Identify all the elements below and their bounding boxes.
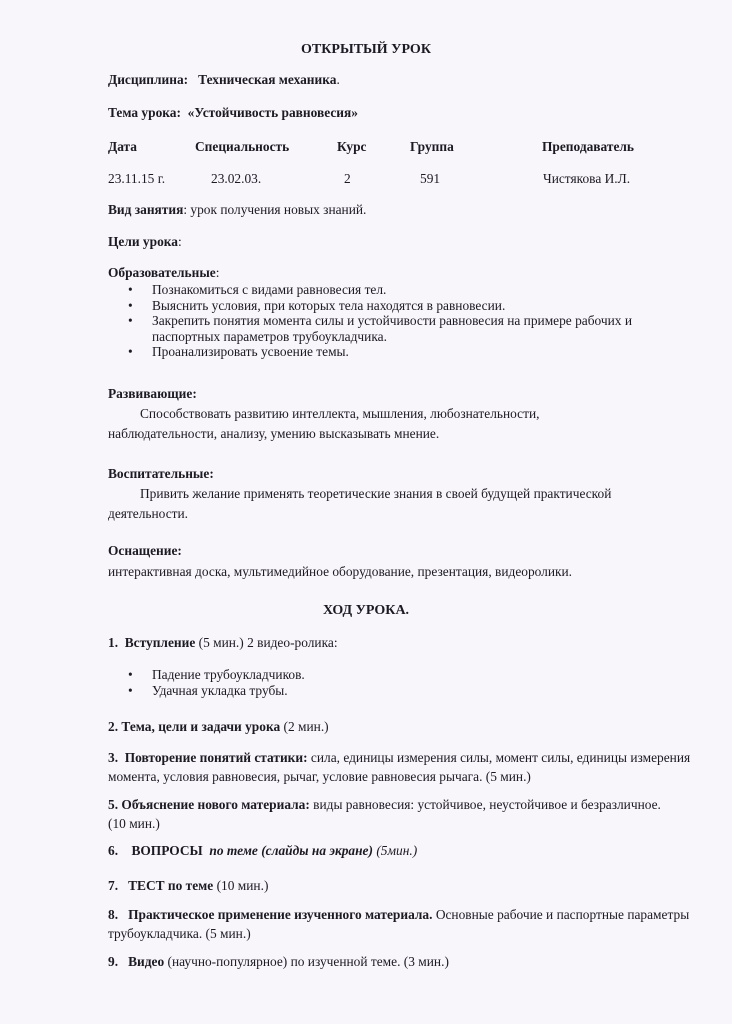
step-text: (10 мин.) — [213, 878, 269, 893]
step-2 — [108, 719, 329, 735]
step-title: ВОПРОСЫ — [131, 843, 203, 858]
step-text: (5мин.) — [372, 843, 418, 858]
bullet-icon: • — [128, 313, 133, 328]
value-teacher: Чистякова И.Л. — [543, 171, 631, 186]
bullet-icon: • — [128, 344, 133, 359]
list-item — [128, 282, 698, 298]
header-course: Курс — [337, 139, 367, 154]
step-title: ТЕСТ по теме — [128, 878, 214, 893]
step-title: Тема, цели и задачи урока — [121, 719, 281, 734]
step-title: Практическое применение изученного материала. — [128, 907, 433, 922]
goals-label: Цели урока — [108, 234, 178, 249]
upbringing-text: Привить желание применять теоретические знания в своей будущей практической деятельности. — [108, 486, 612, 521]
document-title: ОТКРЫТЫЙ УРОК — [301, 42, 431, 57]
step-title: Видео — [128, 954, 165, 969]
developing-heading: Развивающие: — [108, 386, 197, 401]
step-text: (научно-популярное) по изученной теме. (3 мин.) — [164, 954, 449, 969]
step-6 — [108, 843, 417, 859]
step-title: Объяснение нового материала: — [121, 797, 310, 812]
lesson-type-line — [108, 202, 366, 218]
list-item-text: Выяснить условия, при которых тела находятся в равновесии. — [152, 297, 506, 313]
equipment-text: интерактивная доска, мультимедийное оборудование, презентация, видеоролики. — [108, 564, 573, 579]
course-title: ХОД УРОКА. — [322, 603, 410, 618]
educational-heading — [108, 265, 219, 281]
list-item-text: Познакомиться с видами равновесия тел. — [152, 282, 387, 297]
step-text: виды равновесия: устойчивое, неустойчивое и безразличное. (10 мин.) — [108, 797, 661, 831]
topic-label: Тема урока: — [108, 105, 181, 120]
step-5 — [108, 795, 668, 833]
list-item — [128, 313, 698, 344]
step-text: (5 мин.) 2 видео-ролика: — [195, 635, 338, 650]
step-number: 3. — [108, 750, 119, 765]
step-number: 1. — [108, 635, 119, 650]
list-item-text: Закрепить понятия момента силы и устойчивости равновесия на примере рабочих и паспортных параметров трубоукладчика. — [152, 313, 633, 344]
value-group: 591 — [420, 171, 441, 186]
discipline-label: Дисциплина: — [108, 72, 189, 87]
equipment-heading: Оснащение: — [108, 543, 182, 558]
discipline-value: Техническая механика — [198, 72, 337, 87]
goals-heading — [108, 234, 182, 250]
developing-text: Способствовать развитию интеллекта, мышления, любознательности, наблюдательности, анализу, умению высказывать мнение. — [108, 406, 540, 441]
list-item-text: Падение трубоукладчиков. — [152, 667, 305, 682]
value-course: 2 — [344, 171, 351, 186]
videos-list — [128, 667, 305, 698]
step-title: Повторение понятий статики: — [124, 750, 308, 765]
step-number: 5. — [108, 797, 119, 812]
step-text: (2 мин.) — [280, 719, 329, 734]
lesson-type-value: : урок получения новых знаний. — [183, 202, 367, 217]
step-8 — [108, 905, 718, 943]
step-number: 8. — [108, 907, 119, 922]
list-item-text: Удачная укладка трубы. — [152, 682, 288, 698]
step-subtitle: по теме (слайды на экране) — [209, 843, 373, 858]
discipline-suffix: . — [336, 72, 340, 87]
step-text: сила, единицы измерения силы, момент силы, единицы измерения момента, условия равновесия, рычаг, условие равновесия рычага. (5 мин.) — [108, 750, 691, 784]
goals-colon: : — [177, 234, 182, 249]
list-item — [128, 683, 305, 699]
value-specialty: 23.02.03. — [211, 171, 262, 186]
step-number: 7. — [108, 878, 119, 893]
header-teacher: Преподаватель — [542, 139, 634, 154]
educational-colon: : — [215, 265, 220, 280]
header-specialty: Специальность — [195, 139, 290, 154]
upbringing-heading: Воспитательные: — [108, 466, 214, 481]
list-item-text: Проанализировать усвоение темы. — [152, 344, 349, 359]
topic-value: «Устойчивость равновесия» — [187, 105, 358, 120]
step-number: 2. — [108, 719, 119, 734]
step-number: 6. — [108, 843, 119, 858]
step-number: 9. — [108, 954, 119, 969]
step-7 — [108, 878, 268, 894]
value-date: 23.11.15 г. — [108, 171, 166, 186]
step-text: Основные рабочие и паспортные параметры трубоукладчика. (5 мин.) — [108, 907, 690, 941]
step-1 — [108, 635, 338, 651]
bullet-icon: • — [128, 682, 133, 698]
list-item — [128, 667, 305, 683]
header-group: Группа — [410, 139, 454, 154]
header-date: Дата — [108, 139, 137, 154]
lesson-type-label: Вид занятия — [108, 202, 184, 217]
step-9 — [108, 954, 449, 970]
educational-goals-list — [128, 282, 698, 360]
bullet-icon: • — [128, 282, 133, 297]
step-3 — [108, 748, 718, 786]
bullet-icon: • — [128, 667, 133, 682]
bullet-icon: • — [128, 297, 133, 313]
topic-line — [108, 105, 358, 121]
list-item — [128, 344, 698, 360]
list-item — [128, 298, 698, 314]
educational-label: Образовательные — [108, 265, 216, 280]
discipline-line — [108, 72, 340, 88]
step-title: Вступление — [124, 635, 196, 650]
